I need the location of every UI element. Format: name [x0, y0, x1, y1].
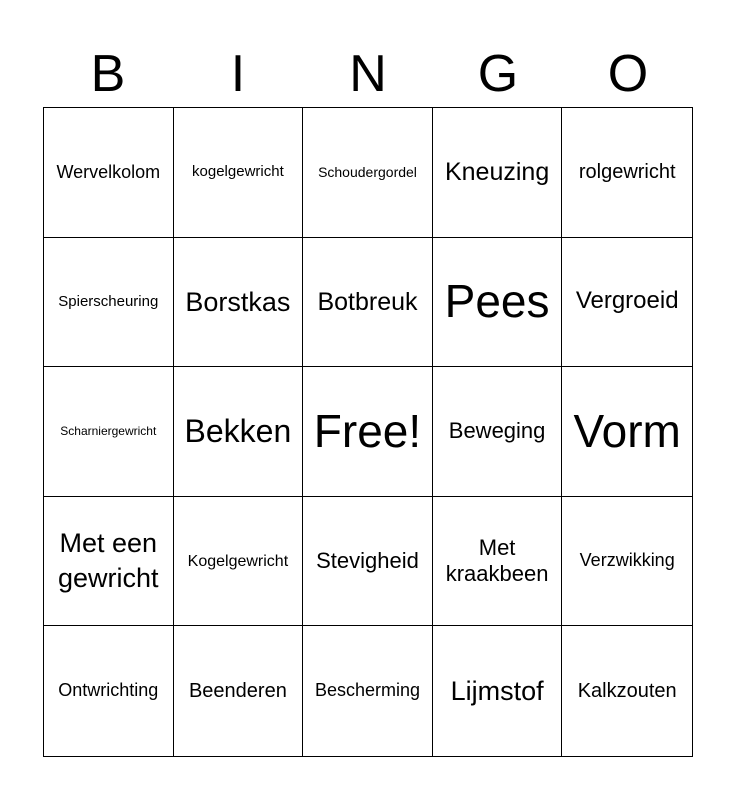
bingo-cell[interactable] [44, 367, 174, 497]
bingo-cell[interactable] [174, 367, 304, 497]
cell-text: Stevigheid [316, 547, 419, 573]
cell-text: Scharniergewricht [60, 424, 157, 439]
cell-text: Schoudergordel [318, 163, 417, 180]
cell-text: Botbreuk [317, 287, 418, 316]
bingo-cell[interactable] [562, 108, 692, 238]
cell-text: Vorm [573, 404, 681, 457]
bingo-header [43, 40, 693, 108]
bingo-cell[interactable] [44, 626, 174, 756]
cell-text: Bekken [184, 413, 292, 450]
bingo-grid [43, 107, 693, 757]
bingo-cell[interactable] [174, 497, 304, 627]
bingo-cell[interactable] [433, 108, 563, 238]
bingo-cell[interactable] [433, 367, 563, 497]
header-letter-o: O [607, 45, 649, 103]
bingo-cell[interactable] [174, 108, 304, 238]
cell-text: Verzwikking [579, 550, 675, 571]
bingo-cell[interactable] [303, 497, 433, 627]
cell-text: Spierscheuring [58, 292, 159, 310]
header-letter-n: N [349, 45, 387, 103]
cell-text: Vergroeid [575, 287, 679, 315]
header-letter-b: B [90, 45, 126, 103]
bingo-cell[interactable] [433, 626, 563, 756]
cell-text: Kalkzouten [577, 680, 677, 703]
cell-text: Met kraakbeen [445, 534, 549, 587]
cell-text: Bescherming [314, 680, 421, 701]
cell-text: Ontwrichting [58, 680, 159, 701]
cell-text: kogelgewricht [192, 163, 284, 181]
bingo-cell[interactable] [44, 497, 174, 627]
free-space-cell[interactable] [303, 367, 433, 497]
bingo-cell[interactable] [174, 626, 304, 756]
cell-text: Beweging [448, 418, 546, 444]
bingo-cell[interactable] [303, 108, 433, 238]
cell-text: Beenderen [188, 680, 287, 703]
bingo-cell[interactable] [433, 497, 563, 627]
cell-text: Borstkas [185, 286, 291, 317]
bingo-cell[interactable] [562, 367, 692, 497]
bingo-cell[interactable] [562, 626, 692, 756]
bingo-cell[interactable] [562, 238, 692, 368]
cell-text: Kneuzing [444, 158, 550, 187]
cell-text: Lijmstof [450, 676, 544, 706]
cell-text: rolgewricht [578, 161, 676, 184]
cell-text: Pees [444, 275, 550, 328]
header-letter-g: G [477, 45, 519, 103]
bingo-cell[interactable] [303, 238, 433, 368]
bingo-cell[interactable] [303, 626, 433, 756]
bingo-cell[interactable] [174, 238, 304, 368]
free-space-text: Free! [313, 404, 422, 457]
header-letter-i: I [230, 45, 246, 103]
cell-text: Kogelgewricht [187, 552, 289, 570]
bingo-cell[interactable] [562, 497, 692, 627]
cell-text: Met een gewricht [58, 528, 159, 594]
bingo-cell[interactable] [433, 238, 563, 368]
bingo-cell[interactable] [44, 108, 174, 238]
bingo-cell[interactable] [44, 238, 174, 368]
cell-text: Wervelkolom [56, 161, 161, 182]
